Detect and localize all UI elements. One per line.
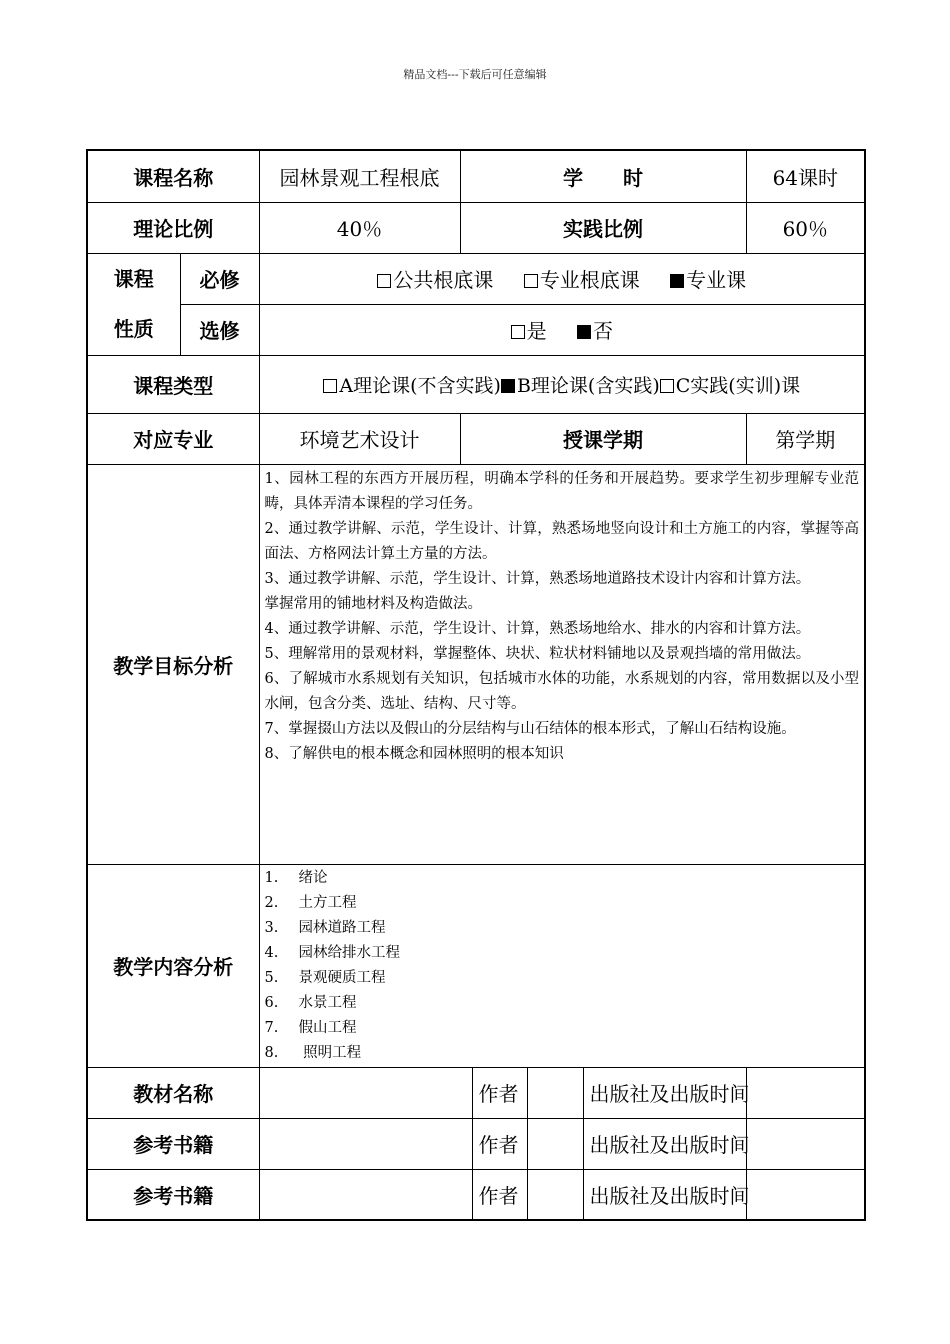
list-item-number: 5.: [264, 969, 279, 986]
list-item-text: 水景工程: [298, 994, 357, 1011]
list-item-number: 8.: [264, 1044, 279, 1061]
textbook-author-label: 作者: [472, 1067, 527, 1118]
required-options: [259, 253, 865, 304]
course-type-row: [87, 355, 865, 413]
reference-author-cell-1[interactable]: [527, 1118, 583, 1169]
reference-author-cell-2[interactable]: [527, 1169, 583, 1220]
reference-row-2: [87, 1169, 865, 1220]
option-type-b-label: B理论课(含实践): [516, 374, 660, 397]
course-name-value: 园林景观工程根底: [259, 150, 460, 202]
textbook-publisher-label: 出版社及出版时间: [583, 1067, 746, 1118]
practice-ratio-value: 60％: [746, 202, 865, 253]
list-item-text: 绪论: [298, 869, 328, 886]
list-item-text: 照明工程: [298, 1044, 362, 1061]
goal-paragraph: 1、园林工程的东西方开展历程，明确本学科的任务和开展趋势。要求学生初步理解专业范畴，具体弄清本课程的学习任务。: [264, 470, 860, 512]
content-row: [87, 864, 865, 1067]
list-item-number: 4.: [264, 944, 279, 961]
goal-paragraph: 2、通过教学讲解、示范，学生设计、计算，熟悉场地竖向设计和土方施工的内容，掌握等高面法、方格网法计算土方量的方法。: [264, 520, 860, 562]
reference-name-cell-2[interactable]: [259, 1169, 472, 1220]
course-name-label: 课程名称: [87, 150, 259, 202]
reference-label-1: 参考书籍: [87, 1118, 259, 1169]
option-major-basic[interactable]: [524, 268, 640, 292]
list-item: [265, 966, 860, 991]
option-type-a[interactable]: [323, 375, 501, 397]
list-item-number: 2.: [264, 894, 279, 911]
option-public-basic[interactable]: [377, 268, 493, 292]
textbook-author-cell[interactable]: [527, 1067, 583, 1118]
option-yes[interactable]: [511, 319, 547, 343]
goal-paragraph: 3、通过教学讲解、示范，学生设计、计算，熟悉场地道路技术设计内容和计算方法。: [264, 570, 811, 587]
checkbox-type-c[interactable]: [660, 379, 674, 393]
list-item-text: 土方工程: [298, 894, 357, 911]
checkbox-public-basic[interactable]: [377, 274, 391, 288]
option-type-c-label: C实践(实训)课: [675, 374, 801, 397]
checkbox-type-a[interactable]: [323, 379, 337, 393]
list-item: [265, 1016, 860, 1041]
checkbox-major-basic[interactable]: [524, 274, 538, 288]
list-item: [265, 1041, 860, 1066]
checkbox-type-b[interactable]: [501, 379, 515, 393]
reference-author-label-1: 作者: [472, 1118, 527, 1169]
course-type-options: [259, 355, 865, 413]
list-item: [265, 941, 860, 966]
textbook-name-cell[interactable]: [259, 1067, 472, 1118]
list-item-text: 园林道路工程: [298, 919, 386, 936]
page-header: 精品文档---下载后可任意编辑: [403, 68, 547, 81]
list-item-number: 3.: [264, 919, 279, 936]
hours-value: 64课时: [746, 150, 865, 202]
goal-paragraph: 掌握常用的铺地材料及构造做法。: [264, 595, 482, 612]
reference-publisher-cell-1[interactable]: [746, 1118, 865, 1169]
option-no-label: 否: [592, 319, 613, 343]
goal-paragraph: 4、通过教学讲解、示范，学生设计、计算，熟悉场地给水、排水的内容和计算方法。: [264, 620, 811, 637]
content-list: [259, 864, 865, 1067]
list-item: [265, 916, 860, 941]
major-value: 环境艺术设计: [259, 413, 460, 464]
goal-paragraph: 5、理解常用的景观材料，掌握整体、块状、粒状材料铺地以及景观挡墙的常用做法。: [264, 645, 811, 662]
elective-options: [259, 304, 865, 355]
list-item-text: 景观硬质工程: [298, 969, 386, 986]
textbook-label: 教材名称: [87, 1067, 259, 1118]
content-label: 教学内容分析: [87, 864, 259, 1067]
course-name-row: [87, 150, 865, 202]
option-yes-label: 是: [526, 319, 547, 343]
course-nature-label-line1: 课程: [113, 267, 154, 291]
goal-paragraph: 8、了解供电的根本概念和园林照明的根本知识: [264, 745, 564, 762]
option-major[interactable]: [670, 268, 746, 292]
checkbox-yes[interactable]: [511, 325, 525, 339]
reference-name-cell-1[interactable]: [259, 1118, 472, 1169]
option-major-label: 专业课: [686, 268, 747, 292]
course-nature-label-line2: 性质: [113, 317, 154, 341]
list-item: [265, 866, 860, 891]
checkbox-no[interactable]: [577, 325, 591, 339]
checkbox-major[interactable]: [670, 274, 684, 288]
major-label: 对应专业: [87, 413, 259, 464]
option-no[interactable]: [577, 319, 613, 343]
course-info-table: [86, 149, 866, 1221]
textbook-publisher-cell[interactable]: [746, 1067, 865, 1118]
required-row: [87, 253, 865, 304]
option-type-b[interactable]: [501, 375, 660, 397]
ratio-row: [87, 202, 865, 253]
goals-label: 教学目标分析: [87, 464, 259, 864]
reference-author-label-2: 作者: [472, 1169, 527, 1220]
theory-ratio-label: 理论比例: [87, 202, 259, 253]
major-row: [87, 413, 865, 464]
option-public-basic-label: 公共根底课: [393, 268, 494, 292]
textbook-row: [87, 1067, 865, 1118]
course-type-label: 课程类型: [87, 355, 259, 413]
reference-publisher-cell-2[interactable]: [746, 1169, 865, 1220]
goal-paragraph: 7、掌握掇山方法以及假山的分层结构与山石结体的根本形式，了解山石结构设施。: [264, 720, 796, 737]
hours-label: 学 时: [460, 150, 746, 202]
reference-publisher-label-1: 出版社及出版时间: [583, 1118, 746, 1169]
list-item-number: 7.: [264, 1019, 279, 1036]
course-nature-label: [87, 253, 180, 355]
list-item: [265, 991, 860, 1016]
elective-label: 选修: [180, 304, 259, 355]
practice-ratio-label: 实践比例: [460, 202, 746, 253]
elective-row: [87, 304, 865, 355]
reference-publisher-label-2: 出版社及出版时间: [583, 1169, 746, 1220]
goal-paragraph: 6、了解城市水系规划有关知识，包括城市水体的功能，水系规划的内容，常用数据以及小型水闸，包含分类、选址、结构、尺寸等。: [264, 670, 860, 712]
list-item: [265, 891, 860, 916]
goals-text: [259, 464, 865, 864]
goals-row: [87, 464, 865, 864]
theory-ratio-value: 40％: [259, 202, 460, 253]
list-item-number: 6.: [264, 994, 279, 1011]
option-type-c[interactable]: [660, 375, 800, 397]
list-item-text: 园林给排水工程: [298, 944, 400, 961]
term-value: 第学期: [746, 413, 865, 464]
list-item-text: 假山工程: [298, 1019, 357, 1036]
required-label: 必修: [180, 253, 259, 304]
option-type-a-label: A理论课(不含实践): [339, 374, 501, 397]
reference-label-2: 参考书籍: [87, 1169, 259, 1220]
list-item-number: 1.: [264, 869, 279, 886]
term-label: 授课学期: [460, 413, 746, 464]
option-major-basic-label: 专业根底课: [539, 268, 640, 292]
reference-row-1: [87, 1118, 865, 1169]
